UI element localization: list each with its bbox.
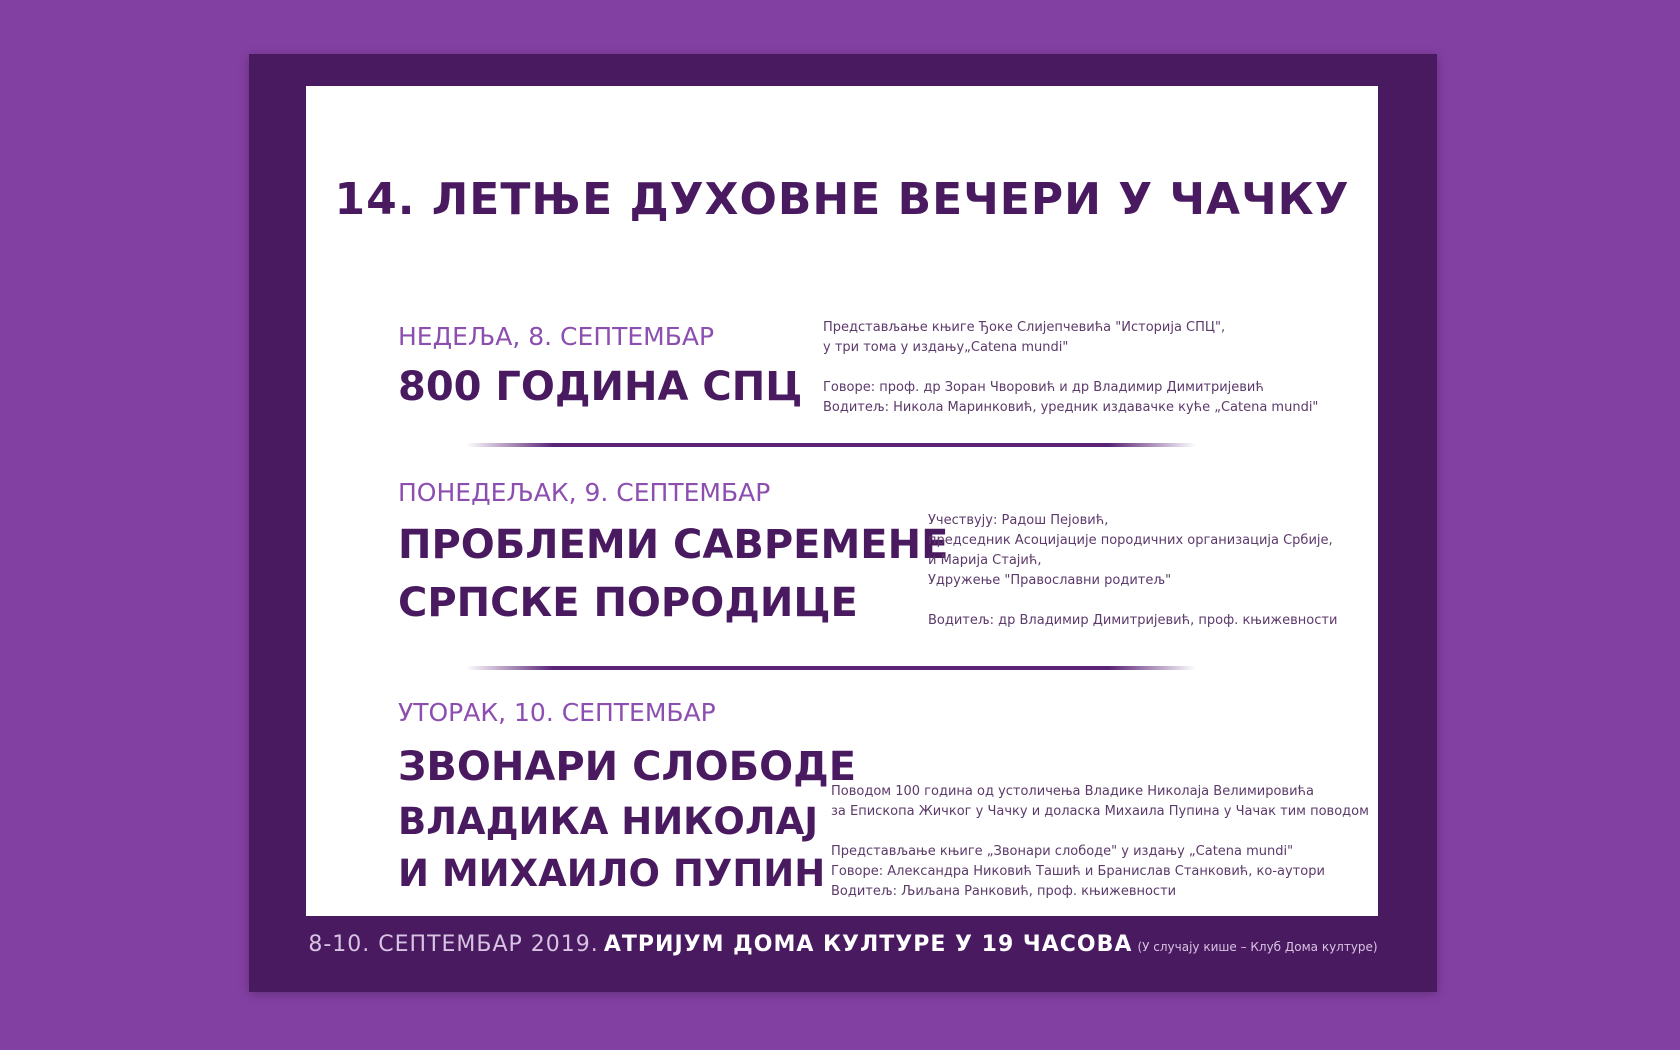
event-1-info-line: Представљање књиге Ђоке Слијепчевића "Историја СПЦ", xyxy=(823,320,1226,335)
event-1-info-gap xyxy=(823,358,1318,378)
event-2-heading xyxy=(398,516,948,632)
event-2-info-line: Удружење "Православни родитељ" xyxy=(928,573,1172,588)
event-3-heading-line: И МИХАИЛО ПУПИН xyxy=(398,852,826,895)
event-1-info-line: Говоре: проф. др Зоран Чворовић и др Владимир Димитријевић xyxy=(823,380,1264,395)
event-3-info-gap xyxy=(831,822,1369,842)
event-1-heading-line: 800 ГОДИНА СПЦ xyxy=(398,364,803,410)
event-1-info xyxy=(823,318,1318,418)
event-3-heading-line: ЗВОНАРИ СЛОБОДЕ xyxy=(398,744,857,790)
event-2-info-line: Учествују: Радош Пејовић, xyxy=(928,513,1109,528)
event-2-info xyxy=(928,511,1337,631)
event-3-info-line: за Епископа Жичког у Чачку и доласка Михаила Пупина у Чачак тим поводом xyxy=(831,804,1369,819)
poster-title: 14. ЛЕТЊЕ ДУХОВНЕ ВЕЧЕРИ У ЧАЧКУ xyxy=(334,174,1350,225)
event-1-heading xyxy=(398,358,802,416)
section-divider xyxy=(466,666,1196,670)
event-3-info xyxy=(831,782,1369,902)
event-2-date: ПОНЕДЕЉАК, 9. СЕПТЕМБАР xyxy=(398,478,771,507)
event-1-info-line: Водитељ: Никола Маринковић, уредник издавачке куће „Catena mundi" xyxy=(823,400,1319,415)
event-2-heading-line: СРПСКЕ ПОРОДИЦЕ xyxy=(398,580,858,626)
event-3-info-line: Водитељ: Љиљана Ранковић, проф. књижевности xyxy=(831,884,1177,899)
event-3-heading xyxy=(398,738,856,900)
footer-venue: АТРИЈУМ ДОМА КУЛТУРЕ У 19 ЧАСОВА xyxy=(603,932,1133,957)
footer-note: (У случају кише – Клуб Дома културе) xyxy=(1137,940,1378,954)
event-3-info-line: Поводом 100 година од устоличења Владике Николаја Велимировића xyxy=(831,784,1314,799)
event-3-info-line: Представљање књиге „Звонари слободе" у издању „Catena mundi" xyxy=(831,844,1294,859)
footer-date: 8-10. СЕПТЕМБАР 2019. xyxy=(308,932,599,957)
event-3-heading-line: ВЛАДИКА НИКОЛАЈ xyxy=(398,800,819,843)
event-2-info-line: Водитељ: др Владимир Димитријевић, проф. књижевности xyxy=(928,613,1338,628)
poster-panel xyxy=(306,86,1378,916)
event-1-date: НЕДЕЉА, 8. СЕПТЕМБАР xyxy=(398,322,715,351)
event-2-info-line: и Марија Стајић, xyxy=(928,553,1042,568)
event-3-date: УТОРАК, 10. СЕПТЕМБАР xyxy=(398,698,716,727)
event-poster xyxy=(249,54,1437,992)
event-2-info-gap xyxy=(928,591,1337,611)
event-2-heading-line: ПРОБЛЕМИ САВРЕМЕНЕ xyxy=(398,522,949,568)
event-1-info-line: у три тома у издању„Catena mundi" xyxy=(823,340,1069,355)
event-3-info-line: Говоре: Александра Никовић Ташић и Бранислав Станковић, ко-аутори xyxy=(831,864,1325,879)
event-2-info-line: председник Асоцијације породичних организација Србије, xyxy=(928,533,1333,548)
section-divider xyxy=(466,443,1196,447)
poster-footer xyxy=(249,932,1437,957)
